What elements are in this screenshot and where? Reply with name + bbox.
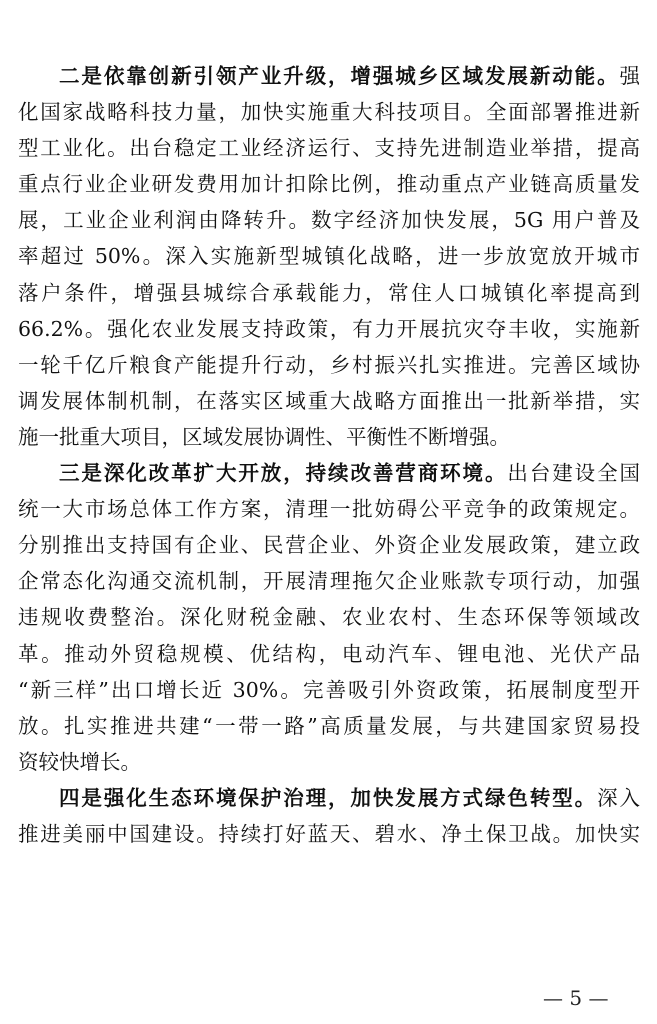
paragraph-line: 推进美丽中国建设。持续打好蓝天、碧水、净土保卫战。加快实 <box>18 821 640 846</box>
paragraph-text: 出台建设全国 <box>507 461 641 486</box>
paragraph-innovation <box>18 58 640 455</box>
paragraph-line: 展，工业企业利润由降转升。数字经济加快发展，5G 用户普及 <box>18 208 640 233</box>
paragraph-line: 资较快增长。 <box>18 749 141 774</box>
paragraph-line: 企常态化沟通交流机制，开展清理拖欠企业账款专项行动，加强 <box>18 569 640 594</box>
paragraph-lead-heading: 三是深化改革扩大开放，持续改善营商环境。 <box>59 461 508 486</box>
paragraph-first-line <box>18 455 640 491</box>
paragraph-text: 深入 <box>597 785 641 810</box>
paragraph-line: 调发展体制机制，在落实区域重大战略方面推出一批新举措，实 <box>18 388 640 413</box>
paragraph-text: 强 <box>619 64 640 88</box>
paragraph-lead-heading: 四是强化生态环境保护治理，加快发展方式绿色转型。 <box>59 785 598 810</box>
paragraph-line: 化国家战略科技力量，加快实施重大科技项目。全面部署推进新 <box>18 100 640 125</box>
paragraph-line: 违规收费整治。深化财税金融、农业农村、生态环保等领域改 <box>18 605 640 630</box>
paragraph-line: “新三样”出口增长近 30%。完善吸引外资政策，拓展制度型开 <box>18 677 640 702</box>
paragraph-line: 率超过 50%。深入实施新型城镇化战略，进一步放宽放开城市 <box>18 244 640 269</box>
paragraph-line: 66.2%。强化农业发展支持政策，有力开展抗灾夺丰收，实施新 <box>18 316 640 341</box>
paragraph-first-line <box>18 58 640 94</box>
paragraph-line: 型工业化。出台稳定工业经济运行、支持先进制造业举措，提高 <box>18 136 640 161</box>
page-number: — 5 — <box>543 986 609 1010</box>
paragraph-line: 重点行业企业研发费用加计扣除比例，推动重点产业链高质量发 <box>18 172 640 197</box>
paragraph-line: 落户条件，增强县城综合承载能力，常住人口城镇化率提高到 <box>18 280 640 305</box>
paragraph-line: 放。扎实推进共建“一带一路”高质量发展，与共建国家贸易投 <box>18 713 640 738</box>
paragraph-line: 统一大市场总体工作方案，清理一批妨碍公平竞争的政策规定。 <box>18 497 640 522</box>
paragraph-line: 革。推动外贸稳规模、优结构，电动汽车、锂电池、光伏产品 <box>18 641 640 666</box>
paragraph-line: 一轮千亿斤粮食产能提升行动，乡村振兴扎实推进。完善区域协 <box>18 352 640 377</box>
paragraph-first-line <box>18 780 640 816</box>
paragraph-ecology <box>18 780 640 852</box>
document-page <box>18 58 640 852</box>
paragraph-line: 分别推出支持国有企业、民营企业、外资企业发展政策，建立政 <box>18 533 640 558</box>
paragraph-line: 施一批重大项目，区域发展协调性、平衡性不断增强。 <box>18 424 510 449</box>
paragraph-reform <box>18 455 640 780</box>
paragraph-lead-heading: 二是依靠创新引领产业升级，增强城乡区域发展新动能。 <box>59 64 620 88</box>
